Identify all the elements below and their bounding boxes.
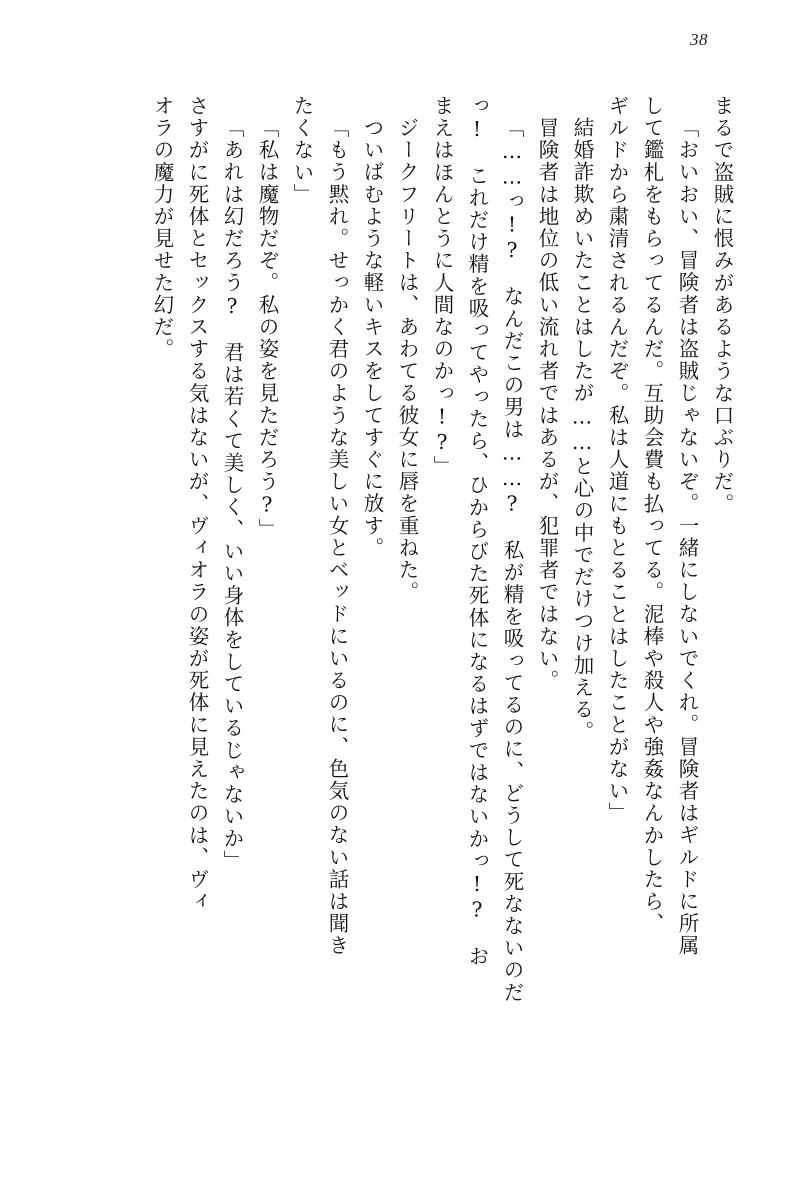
text-line: まえはほんとうに人間なのかっ!?」 xyxy=(430,95,454,478)
text-line: っ! これだけ精を吸ってやったら、ひからびた死体になるはずではないかっ!? お xyxy=(465,95,489,968)
text-line: ジークフリートは、あわてる彼女に唇を重ねた。 xyxy=(395,117,419,604)
text-line: 結婚詐欺めいたことはしたが……と心の中でだけつけ加える。 xyxy=(570,117,594,743)
text-line: 「私は魔物だぞ。私の姿を見ただろう?」 xyxy=(255,117,279,541)
text-line: 「……っ!? なんだこの男は……? 私が精を吸ってるのに、どうして死なないのだ xyxy=(500,117,524,1004)
text-line: ギルドから粛清されるんだぞ。私は人道にもとることはしたことがない」 xyxy=(605,95,629,825)
text-line: 冒険者は地位の低い流れ者ではあるが、犯罪者ではない。 xyxy=(535,117,559,692)
text-line: 「あれは幻だろう? 君は若くて美しく、いい身体をしているじゃないか」 xyxy=(220,117,244,872)
text-line: 「もう黙れ。せっかく君のような美しい女とベッドにいるのに、色気のない話は聞き xyxy=(325,117,349,957)
text-line: して鑑札をもらってるんだ。互助会費も払ってる。泥棒や殺人や強姦なんかしたら、 xyxy=(640,95,664,935)
text-line: 「おいおい、冒険者は盗賊じゃないぞ。一緒にしないでくれ。冒険者はギルドに所属 xyxy=(675,117,699,957)
text-line: オラの魔力が見せた幻だ。 xyxy=(150,95,174,361)
page-number: 38 xyxy=(690,30,708,49)
text-line: さすがに死体とセックスする気はないが、ヴィオラの姿が死体に見えたのは、ヴィ xyxy=(185,95,209,913)
body-text xyxy=(52,95,732,1130)
text-line: ついばむような軽いキスをしてすぐに放す。 xyxy=(360,117,384,559)
text-line: まるで盗賊に恨みがあるような口ぶりだ。 xyxy=(710,95,734,515)
text-line: たくない」 xyxy=(290,95,314,206)
